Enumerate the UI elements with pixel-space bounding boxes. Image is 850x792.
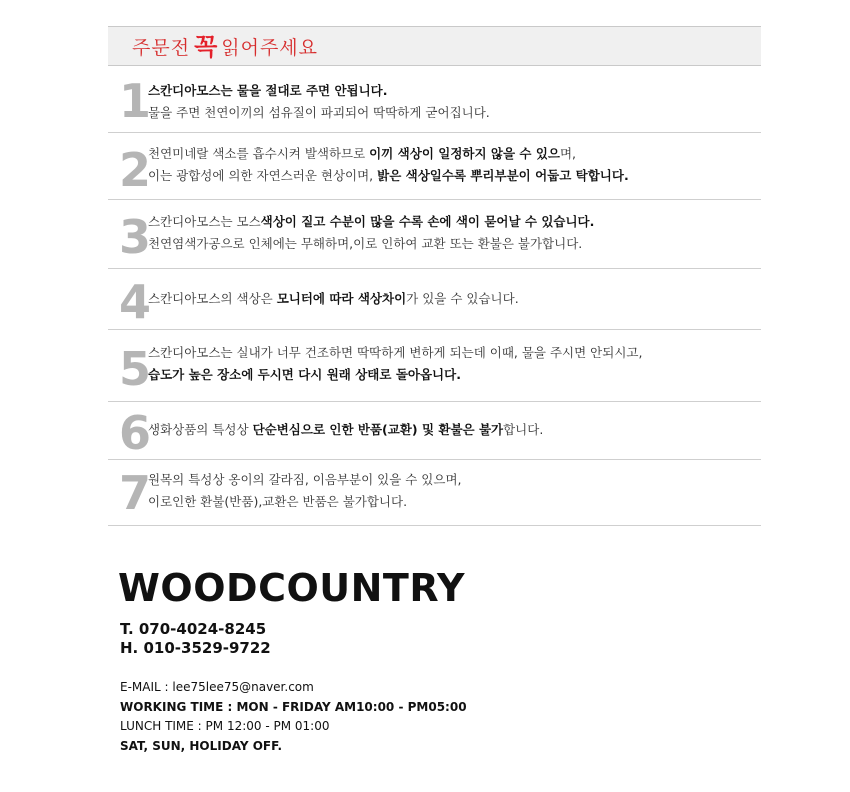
notice-item-2 xyxy=(108,133,761,200)
item-line-1 xyxy=(148,469,462,491)
item-number: 4 xyxy=(119,275,152,329)
item-number: 3 xyxy=(119,210,152,264)
text-segment: 며, xyxy=(559,146,577,161)
item-line-2 xyxy=(148,165,629,187)
item-line-1 xyxy=(148,288,519,310)
header-title-pre: 주문전 xyxy=(132,36,191,59)
item-number: 5 xyxy=(119,342,152,396)
email-link[interactable]: lee75lee75@naver.com xyxy=(172,680,314,694)
text-segment: 모니터에 따라 색상차이 xyxy=(276,291,407,306)
contact-phones xyxy=(120,620,271,658)
text-segment: 천연염색가공으로 인체에는 무해하며,이로 인하여 교환 또는 환불은 불가합니다. xyxy=(148,236,583,251)
text-segment: 이끼 색상이 일정하지 않을 수 있으 xyxy=(369,146,560,161)
notice-item-1 xyxy=(108,66,761,133)
text-segment: 습도가 높은 장소에 두시면 다시 원래 상태로 돌아옵니다. xyxy=(148,367,461,382)
item-number: 2 xyxy=(119,143,152,197)
item-number: 1 xyxy=(119,74,152,128)
header-title-emph: 꼭 xyxy=(194,32,218,61)
phone-tel: T. 070-4024-8245 xyxy=(120,620,267,638)
email-label: E-MAIL : xyxy=(120,680,173,694)
item-line-2 xyxy=(148,491,462,513)
text-segment: 스칸디아모스는 실내가 너무 건조하면 딱딱하게 변하게 되는데 이때, 물을 주시면 안되시고, xyxy=(148,345,643,360)
item-line-2 xyxy=(148,102,490,124)
text-segment: 단순변심으로 인한 반품(교환) 및 환불은 불가 xyxy=(252,422,504,437)
text-segment: 스칸디아모스는 물을 절대로 주면 안됩니다. xyxy=(148,83,388,98)
item-line-1 xyxy=(148,143,629,165)
text-segment: 합니다. xyxy=(503,422,544,437)
brand-logo-text: WOODCOUNTRY xyxy=(118,566,466,610)
text-segment: 원목의 특성상 옹이의 갈라짐, 이음부분이 있을 수 있으며, xyxy=(148,472,462,487)
item-number: 6 xyxy=(119,406,152,460)
notice-header xyxy=(108,26,761,66)
notice-item-4 xyxy=(108,269,761,330)
working-time: WORKING TIME : MON - FRIDAY AM10:00 - PM05:00 xyxy=(120,699,467,714)
text-segment: 생화상품의 특성상 xyxy=(148,422,253,437)
phone-mobile: H. 010-3529-9722 xyxy=(120,639,271,657)
text-segment: 스칸디아모스는 모스 xyxy=(148,214,261,229)
item-line-1 xyxy=(148,342,642,364)
notice-item-7 xyxy=(108,460,761,526)
notice-item-3 xyxy=(108,200,761,269)
notice-item-6 xyxy=(108,402,761,460)
text-segment: 밝은 색상일수록 뿌리부분이 어둡고 탁합니다. xyxy=(377,168,629,183)
item-line-1 xyxy=(148,211,594,233)
text-segment: 천연미네랄 색소를 흡수시켜 발색하므로 xyxy=(148,146,370,161)
holiday-off: SAT, SUN, HOLIDAY OFF. xyxy=(120,738,283,753)
text-segment: 스칸디아모스의 색상은 xyxy=(148,291,277,306)
text-segment: 색상이 짙고 수분이 많을 수록 손에 색이 묻어날 수 있습니다. xyxy=(260,214,595,229)
item-number: 7 xyxy=(119,466,152,520)
item-line-1 xyxy=(148,80,490,102)
header-title-post: 읽어주세요 xyxy=(221,36,319,59)
email-line xyxy=(120,678,467,698)
text-segment: 가 있을 수 있습니다. xyxy=(406,291,519,306)
notice-panel xyxy=(108,26,761,526)
item-line-2 xyxy=(148,364,642,386)
lunch-time: LUNCH TIME : PM 12:00 - PM 01:00 xyxy=(120,719,330,733)
notice-item-5 xyxy=(108,330,761,402)
item-line-2 xyxy=(148,233,594,255)
text-segment: 물을 주면 천연이끼의 섬유질이 파괴되어 딱딱하게 굳어집니다. xyxy=(148,105,490,120)
contact-info xyxy=(120,678,467,756)
item-line-1 xyxy=(148,419,543,441)
text-segment: 이는 광합성에 의한 자연스러운 현상이며, xyxy=(148,168,378,183)
text-segment: 이로인한 환불(반품),교환은 반품은 불가합니다. xyxy=(148,494,408,509)
